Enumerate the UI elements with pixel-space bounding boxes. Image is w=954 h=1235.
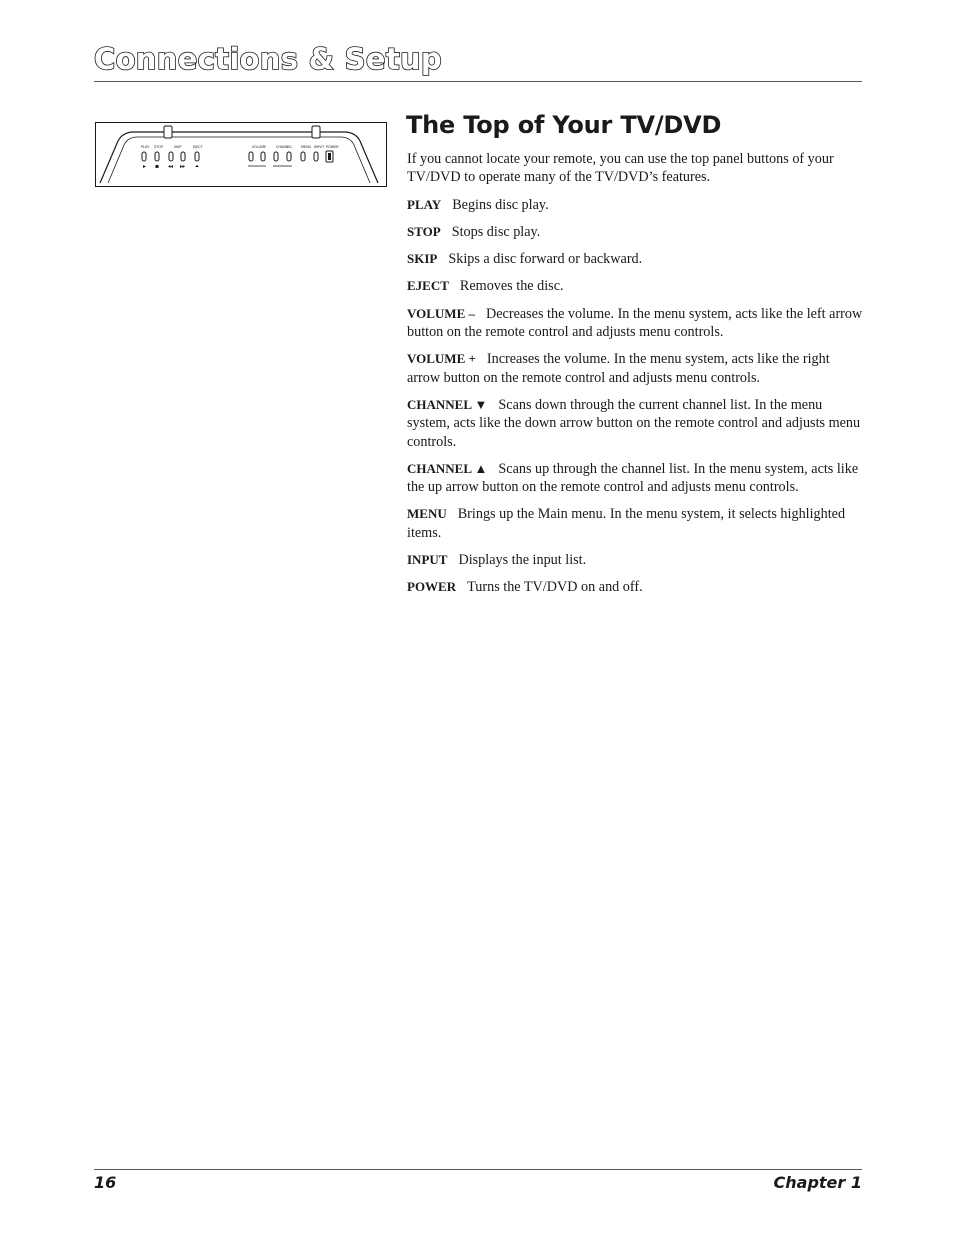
footer-divider bbox=[94, 1169, 862, 1170]
item-term: STOP bbox=[407, 223, 441, 239]
top-panel-illustration bbox=[95, 122, 387, 187]
list-item bbox=[407, 396, 863, 451]
panel-button-skip-back bbox=[169, 152, 173, 161]
item-term: MENU bbox=[407, 506, 447, 522]
panel-label-power: POWER bbox=[326, 145, 339, 149]
panel-label-play: PLAY bbox=[141, 145, 150, 149]
item-term: CHANNEL ▼ bbox=[407, 396, 488, 412]
panel-button-skip-forward bbox=[181, 152, 185, 161]
item-description: Turns the TV/DVD on and off. bbox=[467, 579, 643, 596]
panel-label-input: INPUT bbox=[314, 145, 325, 149]
list-item bbox=[407, 196, 863, 214]
list-item bbox=[407, 350, 863, 387]
header-title: Connections & Setup bbox=[94, 42, 442, 76]
chapter-label: Chapter 1 bbox=[773, 1173, 862, 1192]
list-item bbox=[407, 277, 863, 295]
list-item bbox=[407, 305, 863, 342]
panel-button-play bbox=[142, 152, 146, 161]
item-description: Decreases the volume. In the menu system, acts like the left arrow button on the remote control and adjusts menu controls. bbox=[407, 305, 863, 341]
panel-button-volume-up bbox=[261, 152, 265, 161]
item-description: Displays the input list. bbox=[458, 552, 587, 569]
item-description: Skips a disc forward or backward. bbox=[448, 251, 643, 268]
list-item bbox=[407, 460, 863, 497]
item-description: Scans up through the channel list. In the menu system, acts like the up arrow button on the remote control and adjusts menu controls. bbox=[407, 460, 859, 496]
panel-button-input bbox=[314, 152, 318, 161]
page-number: 16 bbox=[94, 1173, 117, 1192]
header-divider bbox=[94, 81, 862, 82]
list-item bbox=[407, 578, 863, 596]
item-description: Stops disc play. bbox=[451, 223, 541, 240]
item-term: VOLUME – bbox=[407, 305, 475, 321]
item-description: Increases the volume. In the menu system, acts like the right arrow button on the remote control and adjusts menu controls. bbox=[407, 351, 830, 386]
panel-button-channel-down bbox=[274, 152, 278, 161]
item-description: Brings up the Main menu. In the menu system, it selects highlighted items. bbox=[407, 506, 846, 541]
item-term: VOLUME + bbox=[407, 351, 476, 367]
intro-paragraph: If you cannot locate your remote, you can use the top panel buttons of your TV/DVD to operate many of the TV/DVD’s features. bbox=[407, 151, 834, 186]
list-item bbox=[407, 250, 863, 268]
list-item bbox=[407, 223, 863, 241]
panel-label-eject: EJECT bbox=[193, 145, 203, 149]
section-body bbox=[407, 150, 863, 606]
list-item bbox=[407, 551, 863, 569]
panel-button-stop bbox=[155, 152, 159, 161]
panel-label-volume: VOLUME bbox=[252, 145, 267, 149]
panel-button-menu bbox=[301, 152, 305, 161]
panel-label-menu: MENU bbox=[301, 145, 312, 149]
section-title: The Top of Your TV/DVD bbox=[406, 111, 722, 139]
item-description: Begins disc play. bbox=[452, 196, 549, 213]
item-description: Scans down through the current channel list. In the menu system, acts like the down arrow button on the remote control and adjusts menu controls. bbox=[407, 396, 861, 450]
panel-button-channel-up bbox=[287, 152, 291, 161]
tv-top-panel-drawing bbox=[96, 123, 385, 185]
panel-button-eject bbox=[195, 152, 199, 161]
item-description: Removes the disc. bbox=[459, 278, 564, 295]
item-term: CHANNEL ▲ bbox=[407, 460, 488, 476]
item-term: PLAY bbox=[407, 196, 442, 212]
item-term: POWER bbox=[407, 579, 457, 595]
panel-button-volume-down bbox=[249, 152, 253, 161]
panel-label-channel: CHANNEL bbox=[276, 145, 293, 149]
list-item bbox=[407, 505, 863, 542]
item-term: EJECT bbox=[407, 278, 449, 294]
item-term: SKIP bbox=[407, 251, 438, 267]
panel-label-stop: STOP bbox=[154, 145, 163, 149]
panel-label-skip: SKIP bbox=[174, 145, 182, 149]
item-term: INPUT bbox=[407, 552, 448, 568]
